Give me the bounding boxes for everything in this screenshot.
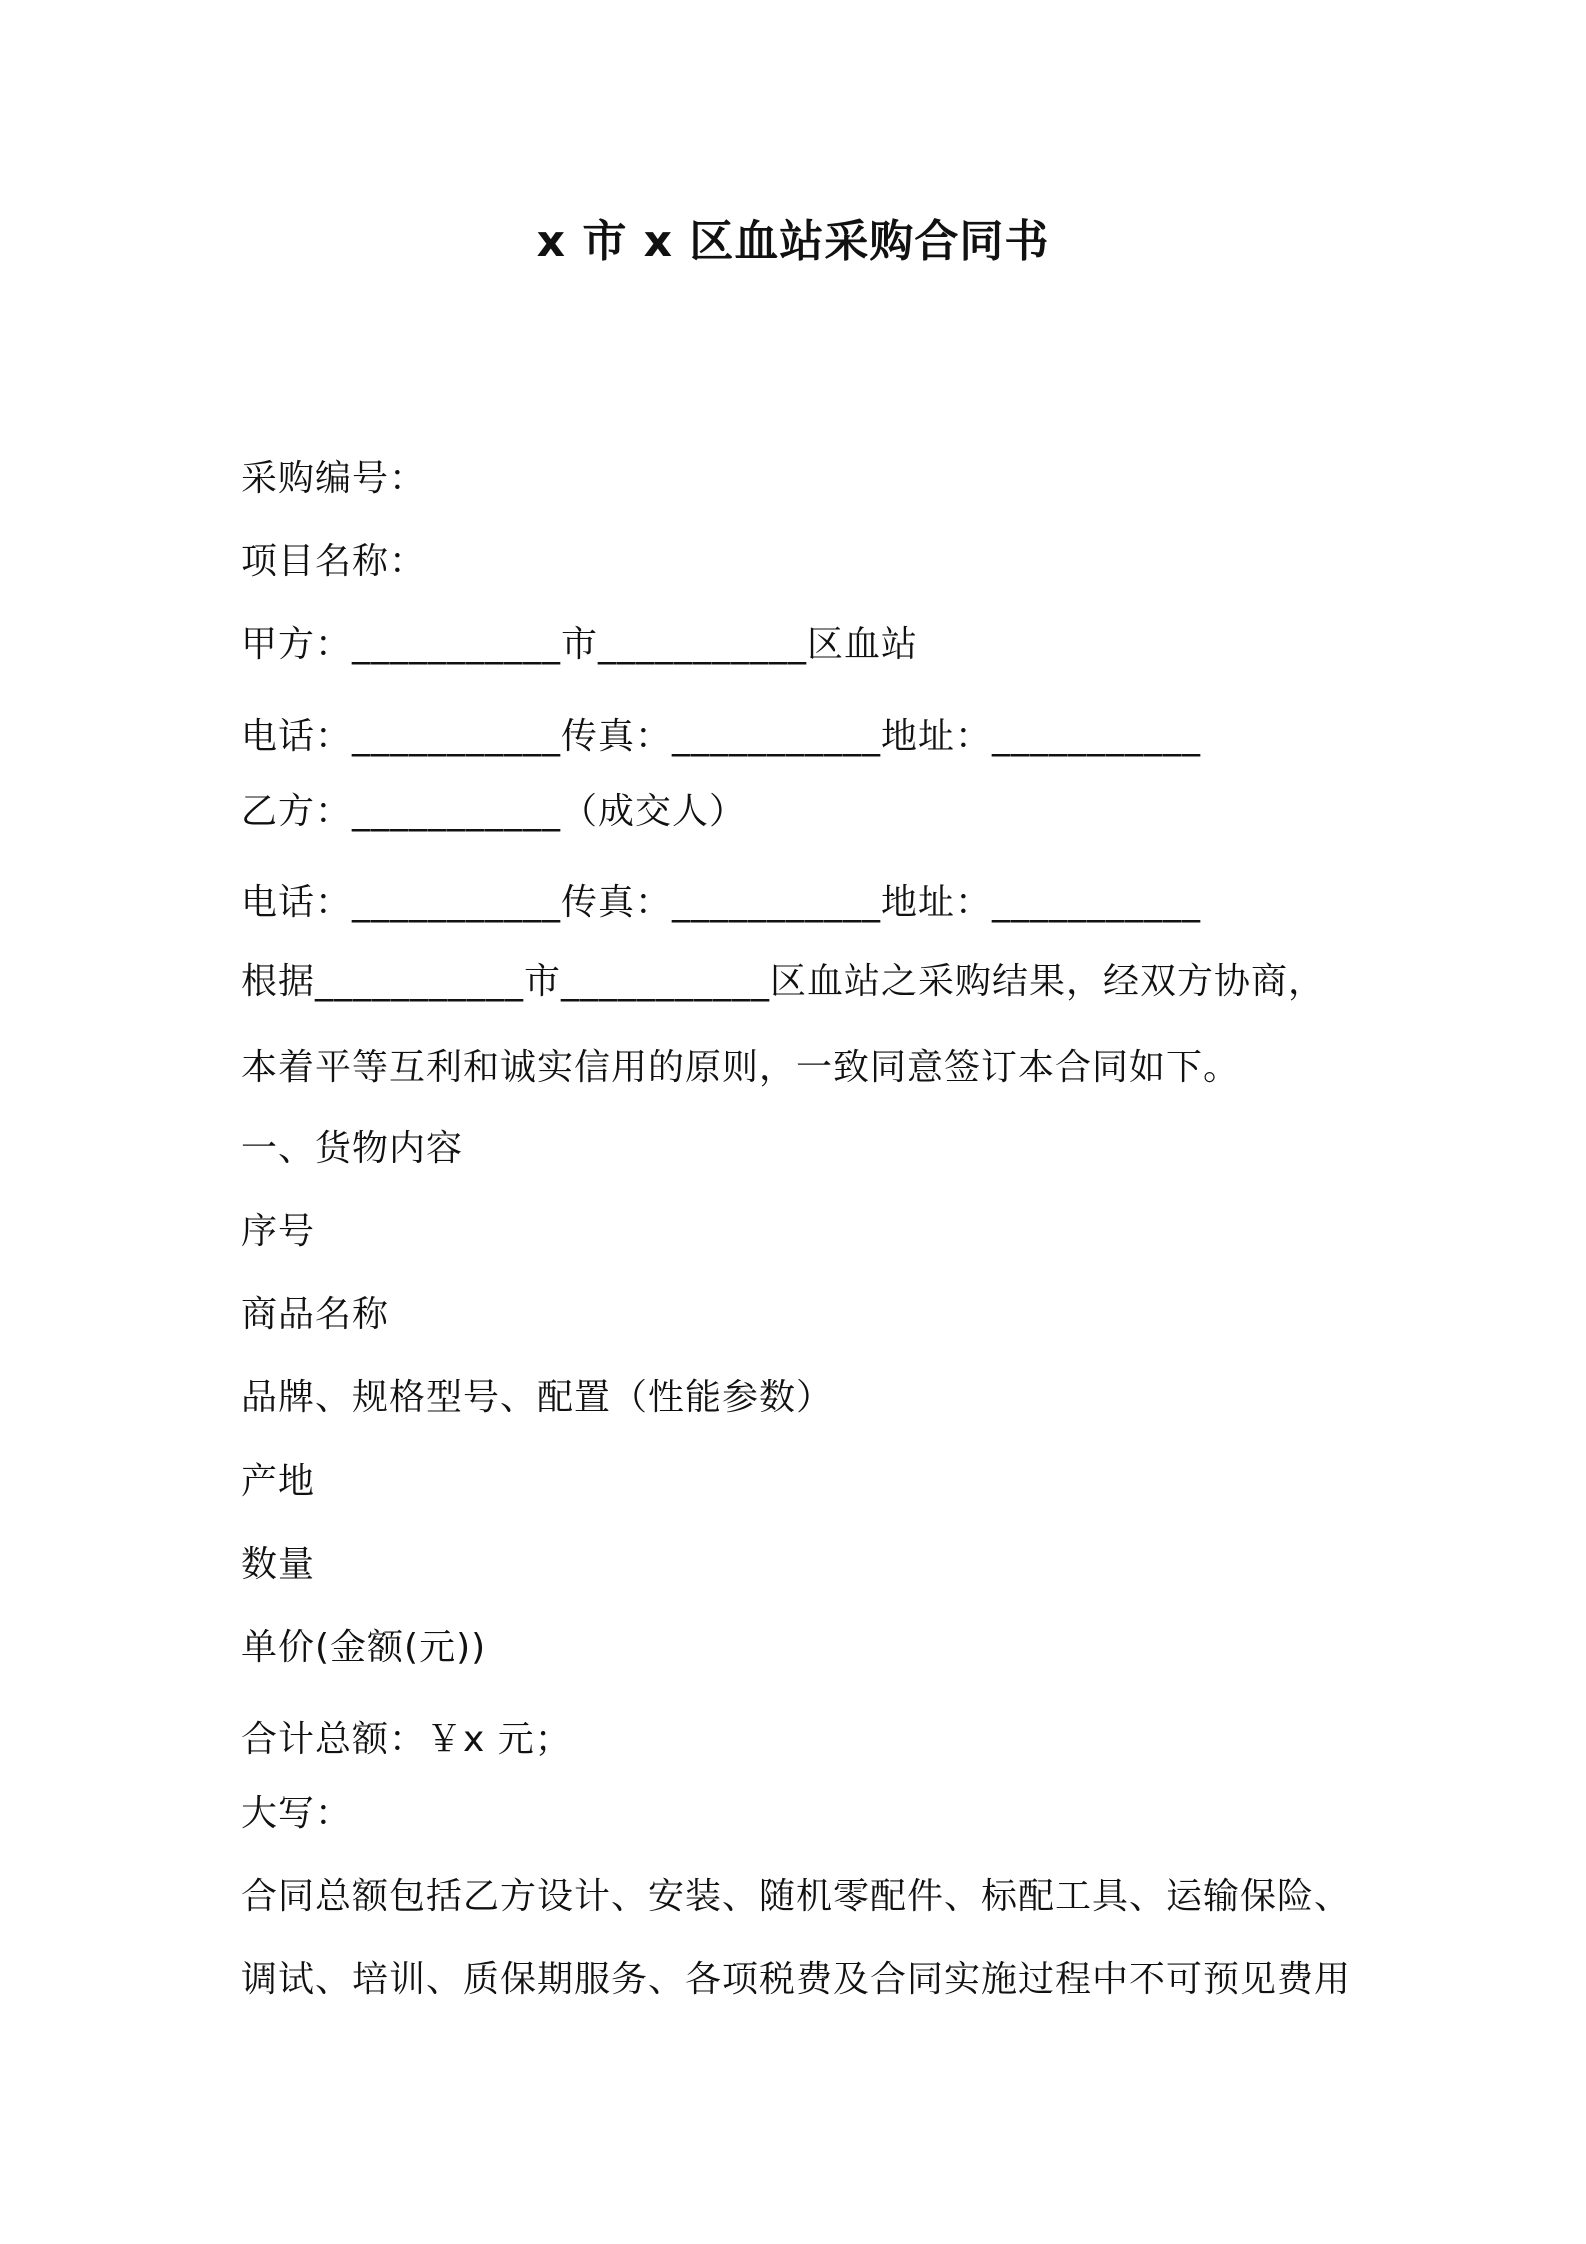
field-procurement-number: 采购编号： [241, 458, 427, 499]
section-heading-goods: 一、货物内容 [241, 1128, 464, 1169]
field-party-b-contact: 电话：___________传真：___________地址：___________ [241, 882, 1202, 923]
paragraph-basis-line-1: 根据___________市___________区血站之采购结果，经双方协商， [241, 961, 1326, 1002]
paragraph-total-includes-line-2: 调试、培训、质保期服务、各项税费及合同实施过程中不可预见费用 [241, 1959, 1352, 2000]
field-project-name: 项目名称： [241, 541, 427, 582]
field-party-a: 甲方：___________市___________区血站 [241, 624, 919, 665]
document-title: x 市 x 区血站采购合同书 [536, 216, 1050, 267]
paragraph-total-includes-line-1: 合同总额包括乙方设计、安装、随机零配件、标配工具、运输保险、 [241, 1876, 1352, 1917]
goods-column-name: 商品名称 [241, 1294, 390, 1335]
goods-column-origin: 产地 [241, 1461, 316, 1502]
field-party-b: 乙方：___________（成交人） [241, 791, 747, 832]
goods-column-brand-spec: 品牌、规格型号、配置（性能参数） [241, 1377, 834, 1418]
paragraph-basis-line-2: 本着平等互利和诚实信用的原则，一致同意签订本合同如下。 [241, 1047, 1241, 1088]
field-total-amount: 合计总额：￥x 元； [241, 1719, 572, 1760]
goods-column-serial: 序号 [241, 1211, 316, 1252]
goods-column-unit-price: 单价(金额(元)) [241, 1627, 487, 1668]
goods-column-quantity: 数量 [241, 1544, 316, 1585]
field-amount-in-words: 大写： [241, 1793, 353, 1834]
field-party-a-contact: 电话：___________传真：___________地址：___________ [241, 716, 1202, 757]
